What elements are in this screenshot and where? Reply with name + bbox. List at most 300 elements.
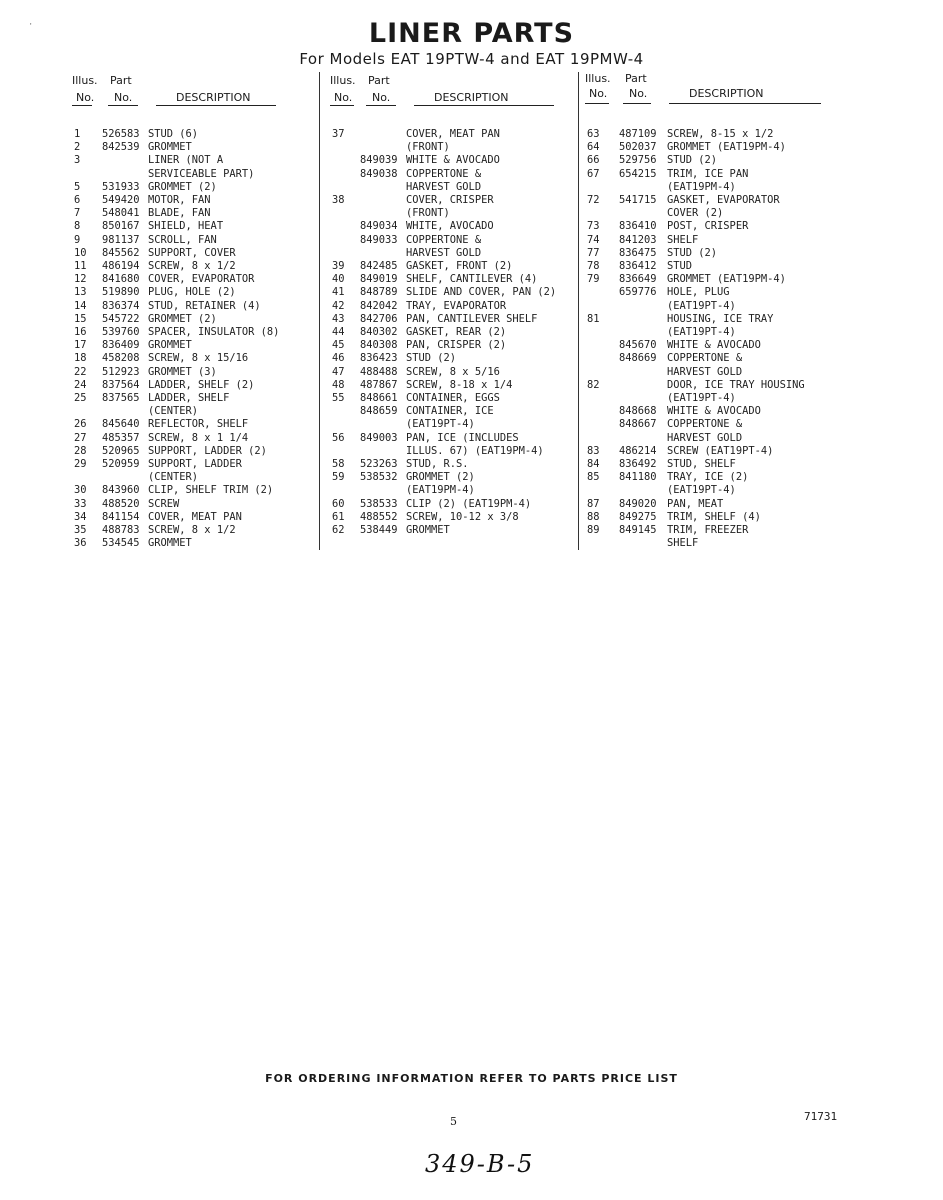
- part-number: 541715: [619, 194, 657, 207]
- corner-mark: ': [30, 22, 32, 31]
- part-row: [330, 326, 580, 339]
- part-description: GROMMET: [148, 141, 192, 154]
- part-number: 845562: [102, 246, 140, 259]
- part-description: STUD (2): [406, 352, 457, 365]
- part-row: [330, 300, 580, 313]
- illus-number: 15: [74, 312, 87, 325]
- part-row: [330, 498, 580, 511]
- illus-number: [330, 168, 360, 181]
- illus-number: 61: [332, 510, 345, 523]
- illus-number: 58: [332, 458, 345, 471]
- part-number: 849275: [619, 510, 657, 523]
- illus-number: [585, 326, 619, 339]
- part-description: WHITE, AVOCADO: [406, 220, 494, 233]
- illus-number: 24: [74, 378, 87, 391]
- part-number: 486194: [102, 260, 140, 273]
- illus-number: 74: [587, 233, 600, 246]
- part-description: (CENTER): [148, 405, 199, 418]
- part-row: [585, 445, 825, 458]
- part-description: (EAT19PM-4): [406, 484, 475, 497]
- illus-number: 81: [587, 312, 600, 325]
- part-description: PAN, CANTILEVER SHELF: [406, 312, 538, 325]
- part-number: 981137: [102, 233, 140, 246]
- part-number: 836412: [619, 260, 657, 273]
- illus-number: 85: [587, 471, 600, 484]
- part-description: (EAT19PT-4): [667, 326, 736, 339]
- part-row: [72, 511, 312, 524]
- part-number: [102, 154, 148, 167]
- part-description: HARVEST GOLD: [406, 246, 482, 259]
- part-number: [360, 207, 406, 220]
- part-row: [330, 141, 580, 154]
- part-number: 841203: [619, 233, 657, 246]
- part-description: SCREW, 8 x 1/2: [148, 524, 236, 537]
- illus-number: 11: [74, 260, 87, 273]
- illus-number: 36: [74, 537, 87, 550]
- part-description: HOUSING, ICE TRAY: [667, 312, 774, 325]
- header-no: No.: [334, 91, 353, 104]
- part-description: (CENTER): [148, 471, 199, 484]
- part-row: [330, 273, 580, 286]
- part-row: [585, 247, 825, 260]
- illus-number: 60: [332, 497, 345, 510]
- part-description: WHITE & AVOCADO: [667, 339, 761, 352]
- illus-number: 9: [74, 233, 81, 246]
- part-description: SCREW, 8-15 x 1/2: [667, 128, 774, 140]
- part-number: 842485: [360, 260, 398, 273]
- part-description: (EAT19PT-4): [406, 418, 475, 431]
- illus-number: [585, 207, 619, 220]
- header-rule: [669, 103, 821, 104]
- part-row: [330, 247, 580, 260]
- part-number: 836410: [619, 220, 657, 233]
- illus-number: 47: [332, 365, 345, 378]
- part-description: STUD, RETAINER (4): [148, 299, 261, 312]
- part-number: 848659: [360, 405, 398, 418]
- illus-number: 43: [332, 312, 345, 325]
- illus-number: 48: [332, 378, 345, 391]
- parts-list: [330, 128, 580, 537]
- header-rule: [623, 103, 651, 104]
- illus-number: [585, 392, 619, 405]
- parts-list: [72, 128, 312, 551]
- illus-number: 45: [332, 339, 345, 352]
- part-number: 519890: [102, 286, 140, 299]
- part-number: 487109: [619, 128, 657, 140]
- illus-number: 59: [332, 471, 345, 484]
- illus-number: 22: [74, 365, 87, 378]
- part-description: SHELF: [667, 537, 699, 550]
- part-number: [619, 300, 667, 313]
- part-description: SUPPORT, COVER: [148, 246, 236, 259]
- part-number: 659776: [619, 286, 657, 299]
- part-description: COPPERTONE &: [406, 167, 482, 180]
- illus-number: 88: [587, 510, 600, 523]
- illus-number: [330, 220, 360, 233]
- part-row: [72, 247, 312, 260]
- header-rule: [108, 105, 138, 106]
- illus-number: 16: [74, 326, 87, 339]
- part-number: 849145: [619, 524, 657, 537]
- part-number: 548041: [102, 207, 140, 220]
- part-row: [585, 418, 825, 431]
- part-description: STUD, R.S.: [406, 458, 469, 471]
- illus-number: 13: [74, 286, 87, 299]
- header-rule: [366, 105, 396, 106]
- illus-number: 10: [74, 246, 87, 259]
- part-number: [360, 247, 406, 260]
- illus-number: 33: [74, 497, 87, 510]
- part-description: HARVEST GOLD: [667, 431, 743, 444]
- part-number: 529756: [619, 154, 657, 167]
- illus-number: 73: [587, 220, 600, 233]
- part-number: [102, 168, 148, 181]
- part-description: WHITE & AVOCADO: [667, 405, 761, 418]
- part-row: [585, 405, 825, 418]
- column-header: [585, 72, 825, 106]
- part-description: COVER, CRISPER: [406, 194, 494, 207]
- part-number: 488783: [102, 524, 140, 537]
- illus-number: 17: [74, 339, 87, 352]
- illus-number: 37: [332, 128, 345, 140]
- part-row: [72, 339, 312, 352]
- part-row: [72, 392, 312, 405]
- part-row: [72, 300, 312, 313]
- illus-number: 77: [587, 246, 600, 259]
- part-row: [72, 207, 312, 220]
- illus-number: 40: [332, 273, 345, 286]
- part-number: 836475: [619, 246, 657, 259]
- part-row: [330, 471, 580, 484]
- part-number: 848661: [360, 392, 398, 405]
- part-description: CLIP, SHELF TRIM (2): [148, 484, 274, 497]
- page-number: 5: [450, 1115, 457, 1128]
- part-row: [585, 168, 825, 181]
- part-description: SCREW, 8 x 1/2: [148, 260, 236, 273]
- part-number: 539760: [102, 326, 140, 339]
- part-row: [330, 220, 580, 233]
- part-row: [585, 537, 825, 550]
- illus-number: [585, 432, 619, 445]
- part-number: [360, 181, 406, 194]
- part-row: [72, 234, 312, 247]
- part-description: GROMMET (2): [406, 471, 475, 484]
- illus-number: 29: [74, 458, 87, 471]
- illus-number: 7: [74, 207, 81, 220]
- part-number: 549420: [102, 194, 140, 207]
- part-description: GROMMET: [148, 339, 192, 352]
- parts-list: [585, 128, 825, 551]
- part-number: 848667: [619, 418, 657, 431]
- header-description: DESCRIPTION: [689, 87, 764, 100]
- part-description: LINER (NOT A: [148, 154, 224, 167]
- header-illus: Illus.: [330, 74, 356, 87]
- part-row: [72, 154, 312, 167]
- part-description: COVER, EVAPORATOR: [148, 273, 255, 286]
- part-description: HARVEST GOLD: [406, 180, 482, 193]
- part-row: [72, 194, 312, 207]
- part-description: SPACER, INSULATOR (8): [148, 326, 280, 339]
- part-row: [330, 154, 580, 167]
- part-description: COPPERTONE &: [406, 233, 482, 246]
- part-row: [72, 220, 312, 233]
- part-number: 840302: [360, 326, 398, 339]
- illus-number: [330, 234, 360, 247]
- part-description: TRAY, ICE (2): [667, 471, 749, 484]
- part-description: GROMMET (EAT19PM-4): [667, 141, 786, 154]
- part-number: 842042: [360, 299, 398, 312]
- illus-number: [585, 300, 619, 313]
- part-row: [72, 471, 312, 484]
- part-number: 849020: [619, 497, 657, 510]
- part-description: STUD (2): [667, 154, 718, 167]
- part-number: 836423: [360, 352, 398, 365]
- illus-number: [330, 405, 360, 418]
- illus-number: [330, 207, 360, 220]
- part-row: [330, 458, 580, 471]
- illus-number: [330, 181, 360, 194]
- illus-number: 78: [587, 260, 600, 273]
- part-number: [619, 432, 667, 445]
- illus-number: [585, 352, 619, 365]
- part-number: 845640: [102, 418, 140, 431]
- illus-number: [330, 418, 360, 431]
- part-row: [585, 326, 825, 339]
- part-number: 520959: [102, 458, 140, 471]
- part-description: LADDER, SHELF: [148, 392, 230, 405]
- part-description: SCREW, 8 x 1 1/4: [148, 431, 249, 444]
- part-description: SUPPORT, LADDER: [148, 458, 242, 471]
- part-number: [619, 207, 667, 220]
- part-number: 848789: [360, 286, 398, 299]
- part-number: [619, 484, 667, 497]
- part-number: 538449: [360, 524, 398, 537]
- part-row: [72, 405, 312, 418]
- part-row: [330, 352, 580, 365]
- header-rule: [156, 105, 276, 106]
- parts-column-3: [585, 72, 825, 551]
- part-number: 842706: [360, 312, 398, 325]
- part-number: 837564: [102, 378, 140, 391]
- part-number: 545722: [102, 312, 140, 325]
- illus-number: [585, 537, 619, 550]
- parts-column-1: [72, 72, 312, 551]
- part-description: TRAY, EVAPORATOR: [406, 299, 507, 312]
- part-description: (FRONT): [406, 207, 450, 220]
- part-number: 837565: [102, 392, 140, 405]
- header-description: DESCRIPTION: [176, 91, 251, 104]
- illus-number: 84: [587, 458, 600, 471]
- part-row: [585, 352, 825, 365]
- part-number: 849003: [360, 431, 398, 444]
- part-row: [585, 471, 825, 484]
- part-description: WHITE & AVOCADO: [406, 154, 500, 167]
- part-description: SCREW, 10-12 x 3/8: [406, 510, 519, 523]
- part-description: STUD (2): [667, 246, 718, 259]
- part-number: 850167: [102, 220, 140, 233]
- part-row: [330, 511, 580, 524]
- part-description: SCREW: [148, 497, 180, 510]
- illus-number: [585, 484, 619, 497]
- part-description: PLUG, HOLE (2): [148, 286, 236, 299]
- illus-number: 83: [587, 444, 600, 457]
- part-row: [72, 445, 312, 458]
- part-description: (FRONT): [406, 141, 450, 154]
- part-row: [585, 194, 825, 207]
- part-row: [585, 128, 825, 141]
- part-row: [72, 352, 312, 365]
- part-row: [585, 511, 825, 524]
- illus-number: 56: [332, 431, 345, 444]
- part-description: SLIDE AND COVER, PAN (2): [406, 286, 557, 299]
- part-row: [330, 128, 580, 141]
- illus-number: 63: [587, 128, 600, 140]
- part-number: 848668: [619, 405, 657, 418]
- illus-number: 39: [332, 260, 345, 273]
- part-description: GROMMET (2): [148, 180, 217, 193]
- part-number: 538532: [360, 471, 398, 484]
- part-number: 534545: [102, 537, 140, 550]
- part-row: [72, 484, 312, 497]
- part-number: [619, 537, 667, 550]
- part-description: (EAT19PT-4): [667, 484, 736, 497]
- part-row: [72, 181, 312, 194]
- part-description: (EAT19PT-4): [667, 392, 736, 405]
- part-row: [330, 260, 580, 273]
- illus-number: 30: [74, 484, 87, 497]
- part-row: [585, 432, 825, 445]
- part-description: (EAT19PM-4): [667, 180, 736, 193]
- part-row: [330, 286, 580, 299]
- illus-number: 28: [74, 444, 87, 457]
- part-row: [72, 418, 312, 431]
- illus-number: 2: [74, 141, 81, 154]
- part-number: [360, 141, 406, 154]
- illus-number: 64: [587, 141, 600, 154]
- header-part: Part: [110, 74, 132, 87]
- part-description: SUPPORT, LADDER (2): [148, 444, 267, 457]
- part-description: SCROLL, FAN: [148, 233, 217, 246]
- part-row: [330, 445, 580, 458]
- part-description: GASKET, EVAPORATOR: [667, 194, 780, 207]
- part-description: SHIELD, HEAT: [148, 220, 224, 233]
- part-number: 849038: [360, 167, 398, 180]
- illus-number: [72, 471, 102, 484]
- illus-number: 41: [332, 286, 345, 299]
- header-no: No.: [589, 87, 608, 100]
- part-row: [585, 458, 825, 471]
- illus-number: 89: [587, 524, 600, 537]
- part-description: MOTOR, FAN: [148, 194, 211, 207]
- illus-number: 72: [587, 194, 600, 207]
- part-row: [72, 128, 312, 141]
- part-row: [330, 484, 580, 497]
- part-number: 843960: [102, 484, 140, 497]
- illus-number: 1: [74, 128, 81, 140]
- illus-number: 55: [332, 392, 345, 405]
- part-description: COVER (2): [667, 207, 724, 220]
- part-number: 836649: [619, 273, 657, 286]
- part-row: [585, 379, 825, 392]
- illus-number: 25: [74, 392, 87, 405]
- illus-number: 6: [74, 194, 81, 207]
- header-no: No.: [76, 91, 95, 104]
- part-row: [330, 366, 580, 379]
- part-description: BLADE, FAN: [148, 207, 211, 220]
- illus-number: 5: [74, 180, 81, 193]
- part-number: [360, 418, 406, 431]
- part-row: [72, 366, 312, 379]
- part-number: 502037: [619, 141, 657, 154]
- part-description: SHELF, CANTILEVER (4): [406, 273, 538, 286]
- part-number: 841680: [102, 273, 140, 286]
- part-number: 512923: [102, 365, 140, 378]
- part-number: 836492: [619, 458, 657, 471]
- illus-number: 42: [332, 299, 345, 312]
- part-row: [72, 498, 312, 511]
- part-row: [72, 141, 312, 154]
- part-description: PAN, CRISPER (2): [406, 339, 507, 352]
- part-row: [585, 366, 825, 379]
- part-number: 523263: [360, 458, 398, 471]
- illus-number: 26: [74, 418, 87, 431]
- part-description: STUD: [667, 260, 693, 273]
- part-number: 849039: [360, 154, 398, 167]
- header-part: Part: [368, 74, 390, 87]
- part-number: 487867: [360, 378, 398, 391]
- header-description: DESCRIPTION: [434, 91, 509, 104]
- part-row: [585, 154, 825, 167]
- part-description: CONTAINER, EGGS: [406, 392, 500, 405]
- part-row: [72, 432, 312, 445]
- part-number: 488520: [102, 497, 140, 510]
- part-row: [330, 181, 580, 194]
- illus-number: 18: [74, 352, 87, 365]
- header-part-no: No.: [114, 91, 133, 104]
- part-description: LADDER, SHELF (2): [148, 378, 255, 391]
- part-row: [585, 300, 825, 313]
- part-number: [360, 445, 406, 458]
- illus-number: [585, 405, 619, 418]
- part-number: [360, 484, 406, 497]
- part-description: PAN, ICE (INCLUDES: [406, 431, 519, 444]
- column-header: [72, 72, 312, 106]
- part-description: STUD, SHELF: [667, 458, 736, 471]
- part-row: [585, 220, 825, 233]
- part-row: [585, 392, 825, 405]
- part-description: COVER, MEAT PAN: [148, 510, 242, 523]
- document-code: 71731: [804, 1110, 838, 1123]
- illus-number: [330, 154, 360, 167]
- part-description: ILLUS. 67) (EAT19PM-4): [406, 444, 544, 457]
- part-number: 836374: [102, 299, 140, 312]
- illus-number: 79: [587, 273, 600, 286]
- part-description: SCREW, 8 x 15/16: [148, 352, 249, 365]
- part-number: 848669: [619, 352, 657, 365]
- handwritten-note: 349-B-5: [425, 1150, 535, 1178]
- illus-number: [330, 484, 360, 497]
- part-description: REFLECTOR, SHELF: [148, 418, 249, 431]
- part-row: [585, 141, 825, 154]
- part-description: TRIM, ICE PAN: [667, 167, 749, 180]
- part-number: 849019: [360, 273, 398, 286]
- part-row: [585, 484, 825, 497]
- part-description: HOLE, PLUG: [667, 286, 730, 299]
- part-row: [585, 207, 825, 220]
- illus-number: 82: [587, 378, 600, 391]
- part-number: 520965: [102, 444, 140, 457]
- part-row: [72, 273, 312, 286]
